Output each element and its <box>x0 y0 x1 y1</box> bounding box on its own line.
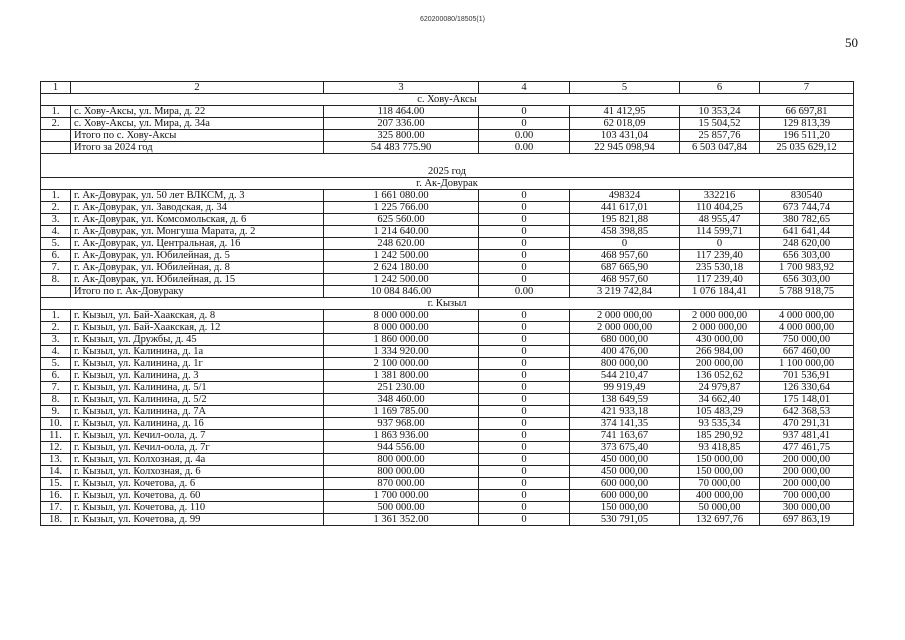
table-cell: г. Кызыл, ул. Кочетова, д. 6 <box>71 478 324 490</box>
table-cell: г. Ак-Довурак, ул. Юбилейная, д. 8 <box>71 262 324 274</box>
section-heading-row <box>41 178 854 190</box>
table-cell: 70 000,00 <box>680 478 760 490</box>
table-cell: 642 368,53 <box>760 406 854 418</box>
table-cell: 150 000,00 <box>680 454 760 466</box>
table-body <box>41 82 854 526</box>
table-cell: 2 000 000,00 <box>570 310 680 322</box>
table-row <box>41 274 854 286</box>
document-id: 620200080/18505(1) <box>419 16 485 23</box>
table-row <box>41 334 854 346</box>
table-cell: г. Кызыл, ул. Калинина, д. 16 <box>71 418 324 430</box>
table-cell: 0 <box>479 478 570 490</box>
table-cell: 248 620.00 <box>324 238 479 250</box>
table-cell: 1 242 500.00 <box>324 274 479 286</box>
table-cell: 450 000,00 <box>570 454 680 466</box>
table-cell: 600 000,00 <box>570 478 680 490</box>
table-cell: 800 000.00 <box>324 466 479 478</box>
table-row <box>41 382 854 394</box>
table-cell: 0 <box>479 502 570 514</box>
table-cell: 0 <box>479 274 570 286</box>
table-cell: 0 <box>479 382 570 394</box>
table-row <box>41 454 854 466</box>
table-cell: 0.00 <box>479 286 570 298</box>
table-cell: Итого за 2024 год <box>71 142 324 154</box>
table-cell: г. Ак-Довурак, ул. Комсомольская, д. 6 <box>71 214 324 226</box>
table-cell: 114 599,71 <box>680 226 760 238</box>
table-cell: 0 <box>479 322 570 334</box>
table-cell: 4. <box>41 226 71 238</box>
table-cell: 641 641,44 <box>760 226 854 238</box>
table-cell: 656 303,00 <box>760 274 854 286</box>
table-cell: 17. <box>41 502 71 514</box>
table-cell: 1. <box>41 190 71 202</box>
table-cell: 300 000,00 <box>760 502 854 514</box>
table-cell: 8. <box>41 274 71 286</box>
table-cell: 373 675,40 <box>570 442 680 454</box>
table-cell: 7. <box>41 262 71 274</box>
table-cell: 1 361 352.00 <box>324 514 479 526</box>
table-cell: 687 665,90 <box>570 262 680 274</box>
section-heading-row <box>41 94 854 106</box>
table-cell: 5. <box>41 238 71 250</box>
table-cell: 374 141,35 <box>570 418 680 430</box>
table-cell: 200 000,00 <box>680 358 760 370</box>
table-cell: 0 <box>479 202 570 214</box>
table-cell: 0 <box>479 418 570 430</box>
table-cell: 117 239,40 <box>680 250 760 262</box>
table-row <box>41 418 854 430</box>
table-cell: 0 <box>479 430 570 442</box>
table-row <box>41 142 854 154</box>
section-heading-row <box>41 298 854 310</box>
table-cell: 1 661 080.00 <box>324 190 479 202</box>
table-cell: 673 744,74 <box>760 202 854 214</box>
table-row <box>41 346 854 358</box>
table-row <box>41 406 854 418</box>
table-cell: 680 000,00 <box>570 334 680 346</box>
table-cell: 1 100 000,00 <box>760 358 854 370</box>
table-row <box>41 442 854 454</box>
table-cell: 667 460,00 <box>760 346 854 358</box>
table-cell: 1 225 766.00 <box>324 202 479 214</box>
table-cell: 0 <box>479 406 570 418</box>
table-cell: 118 464.00 <box>324 106 479 118</box>
table-row <box>41 286 854 298</box>
table-cell: 15. <box>41 478 71 490</box>
table-cell: 4 000 000,00 <box>760 310 854 322</box>
table-cell: г. Кызыл, ул. Кечил-оола, д. 7г <box>71 442 324 454</box>
table-cell: 0 <box>479 226 570 238</box>
table-cell: 2. <box>41 202 71 214</box>
table-cell: 697 863,19 <box>760 514 854 526</box>
table-cell: 1 860 000.00 <box>324 334 479 346</box>
table-cell: 870 000.00 <box>324 478 479 490</box>
table-cell: 7. <box>41 382 71 394</box>
table-cell: 1 214 640.00 <box>324 226 479 238</box>
column-header: 5 <box>570 82 680 94</box>
table-row <box>41 238 854 250</box>
table-cell: 3. <box>41 214 71 226</box>
table-cell: 1 700 000.00 <box>324 490 479 502</box>
table-cell: 129 813,39 <box>760 118 854 130</box>
table-row <box>41 322 854 334</box>
table-cell: г. Кызыл, ул. Калинина, д. 3 <box>71 370 324 382</box>
column-header-row <box>41 82 854 94</box>
table-cell: 701 536,91 <box>760 370 854 382</box>
table-cell: 22 945 098,94 <box>570 142 680 154</box>
table-cell: г. Кызыл, ул. Бай-Хаакская, д. 8 <box>71 310 324 322</box>
table-cell: 1. <box>41 106 71 118</box>
table-cell: 138 649,59 <box>570 394 680 406</box>
table-row <box>41 478 854 490</box>
table-cell: 110 404,25 <box>680 202 760 214</box>
table-cell: 10 084 846.00 <box>324 286 479 298</box>
table-cell: 8 000 000.00 <box>324 322 479 334</box>
table-cell: 0 <box>479 250 570 262</box>
table-cell: 3. <box>41 334 71 346</box>
funding-table <box>40 81 854 526</box>
table-cell: 105 483,29 <box>680 406 760 418</box>
table-cell: 4. <box>41 346 71 358</box>
table-cell: 944 556.00 <box>324 442 479 454</box>
table-row <box>41 430 854 442</box>
table-cell: 430 000,00 <box>680 334 760 346</box>
column-header: 7 <box>760 82 854 94</box>
table-row <box>41 118 854 130</box>
table-row <box>41 262 854 274</box>
table-row <box>41 202 854 214</box>
table-cell: г. Кызыл, ул. Калинина, д. 1а <box>71 346 324 358</box>
table-cell: 8 000 000.00 <box>324 310 479 322</box>
table-cell: г. Кызыл, ул. Калинина, д. 5/1 <box>71 382 324 394</box>
table-row <box>41 370 854 382</box>
table-cell: 6. <box>41 370 71 382</box>
table-cell: 150 000,00 <box>680 466 760 478</box>
table-cell: 41 412,95 <box>570 106 680 118</box>
table-cell: 1 334 920.00 <box>324 346 479 358</box>
table-cell: 400 476,00 <box>570 346 680 358</box>
table-cell: 6 503 047,84 <box>680 142 760 154</box>
table-cell: 470 291,31 <box>760 418 854 430</box>
table-cell: г. Кызыл, ул. Калинина, д. 7А <box>71 406 324 418</box>
table-cell: 0 <box>680 238 760 250</box>
table-cell: 0 <box>479 106 570 118</box>
column-header: 3 <box>324 82 479 94</box>
table-cell: г. Кызыл, ул. Колхозная, д. 4а <box>71 454 324 466</box>
table-row <box>41 310 854 322</box>
page-number: 50 <box>845 35 858 50</box>
table-cell: 380 782,65 <box>760 214 854 226</box>
table-cell: 0 <box>479 346 570 358</box>
table-row <box>41 214 854 226</box>
table-cell: 207 336.00 <box>324 118 479 130</box>
table-cell: 200 000,00 <box>760 466 854 478</box>
table-cell: 10 353,24 <box>680 106 760 118</box>
table-cell: 800 000.00 <box>324 454 479 466</box>
table-cell: 251 230.00 <box>324 382 479 394</box>
table-cell: 24 979,87 <box>680 382 760 394</box>
table-cell: 1 169 785.00 <box>324 406 479 418</box>
table-cell: г. Кызыл, ул. Кечил-оола, д. 7 <box>71 430 324 442</box>
table-row <box>41 490 854 502</box>
table-cell: 266 984,00 <box>680 346 760 358</box>
table-cell: 175 148,01 <box>760 394 854 406</box>
table-cell: 2 100 000.00 <box>324 358 479 370</box>
table-cell: 468 957,60 <box>570 274 680 286</box>
table-cell: г. Ак-Довурак, ул. Монгуша Марата, д. 2 <box>71 226 324 238</box>
table-cell: 800 000,00 <box>570 358 680 370</box>
table-cell: 8. <box>41 394 71 406</box>
table-cell: 348 460.00 <box>324 394 479 406</box>
table-cell: 62 018,09 <box>570 118 680 130</box>
table-cell <box>41 130 71 142</box>
table-cell: г. Ак-Довурак, ул. Центральная, д. 16 <box>71 238 324 250</box>
table-cell: 10. <box>41 418 71 430</box>
table-cell: 458 398,85 <box>570 226 680 238</box>
table-cell: 0 <box>479 370 570 382</box>
table-cell: 2 624 180.00 <box>324 262 479 274</box>
table-cell: 0 <box>479 490 570 502</box>
table-cell: 0 <box>479 466 570 478</box>
table-cell: 11. <box>41 430 71 442</box>
table-cell: 248 620,00 <box>760 238 854 250</box>
table-cell: 0 <box>479 442 570 454</box>
table-cell: 4 000 000,00 <box>760 322 854 334</box>
table-cell: 5. <box>41 358 71 370</box>
section-heading: г. Ак-Довурак <box>41 178 854 190</box>
table-row <box>41 358 854 370</box>
table-cell: 50 000,00 <box>680 502 760 514</box>
table-cell: 656 303,00 <box>760 250 854 262</box>
table-cell: г. Кызыл, ул. Кочетова, д. 110 <box>71 502 324 514</box>
table-cell: 332216 <box>680 190 760 202</box>
table-cell: 1 863 936.00 <box>324 430 479 442</box>
table-cell: 195 821,88 <box>570 214 680 226</box>
table-cell: 0 <box>479 214 570 226</box>
table-row <box>41 466 854 478</box>
table-cell: 2. <box>41 118 71 130</box>
table-cell: 498324 <box>570 190 680 202</box>
table-cell: 12. <box>41 442 71 454</box>
table-cell: 1 242 500.00 <box>324 250 479 262</box>
table-cell: 0 <box>479 358 570 370</box>
table-cell: г. Кызыл, ул. Кочетова, д. 60 <box>71 490 324 502</box>
table-cell: 15 504,52 <box>680 118 760 130</box>
table-cell: 136 052,62 <box>680 370 760 382</box>
table-row <box>41 250 854 262</box>
table-cell: 66 697,81 <box>760 106 854 118</box>
table-cell: 625 560.00 <box>324 214 479 226</box>
table-cell: 5 788 918,75 <box>760 286 854 298</box>
table-cell: 0 <box>479 514 570 526</box>
table-cell: Итого по с. Хову-Аксы <box>71 130 324 142</box>
table-cell: 2. <box>41 322 71 334</box>
table-cell: г. Кызыл, ул. Бай-Хаакская, д. 12 <box>71 322 324 334</box>
table-cell: 99 919,49 <box>570 382 680 394</box>
table-cell: 103 431,04 <box>570 130 680 142</box>
table-cell: 93 418,85 <box>680 442 760 454</box>
table-cell: 750 000,00 <box>760 334 854 346</box>
table-cell: 450 000,00 <box>570 466 680 478</box>
year-heading-row <box>41 154 854 178</box>
column-header: 2 <box>71 82 324 94</box>
table-cell: 421 933,18 <box>570 406 680 418</box>
table-cell: 150 000,00 <box>570 502 680 514</box>
table-cell: г. Ак-Довурак, ул. Заводская, д. 34 <box>71 202 324 214</box>
table-cell <box>41 142 71 154</box>
table-cell: г. Кызыл, ул. Кочетова, д. 99 <box>71 514 324 526</box>
table-cell: 54 483 775.90 <box>324 142 479 154</box>
table-cell: 126 330,64 <box>760 382 854 394</box>
table-cell: 0 <box>479 334 570 346</box>
table-row <box>41 226 854 238</box>
table-cell: 530 791,05 <box>570 514 680 526</box>
table-row <box>41 190 854 202</box>
table-cell: 468 957,60 <box>570 250 680 262</box>
table-cell: г. Кызыл, ул. Калинина, д. 5/2 <box>71 394 324 406</box>
table-cell: 0 <box>479 454 570 466</box>
table-cell: Итого по г. Ак-Довураку <box>71 286 324 298</box>
table-cell: 544 210,47 <box>570 370 680 382</box>
table-cell <box>41 286 71 298</box>
table-cell: 937 481,41 <box>760 430 854 442</box>
column-header: 6 <box>680 82 760 94</box>
table-cell: 0.00 <box>479 130 570 142</box>
table-cell: 200 000,00 <box>760 478 854 490</box>
table-row <box>41 514 854 526</box>
table-cell: 34 662,40 <box>680 394 760 406</box>
table-cell: 700 000,00 <box>760 490 854 502</box>
table-cell: г. Кызыл, ул. Калинина, д. 1г <box>71 358 324 370</box>
table-cell: 6. <box>41 250 71 262</box>
table-cell: 48 955,47 <box>680 214 760 226</box>
table-row <box>41 106 854 118</box>
table-cell: 185 290,92 <box>680 430 760 442</box>
year-heading: 2025 год <box>41 154 854 178</box>
table-cell: 600 000,00 <box>570 490 680 502</box>
table-cell: г. Ак-Довурак, ул. Юбилейная, д. 15 <box>71 274 324 286</box>
table-cell: 13. <box>41 454 71 466</box>
table-cell: с. Хову-Аксы, ул. Мира, д. 34а <box>71 118 324 130</box>
table-cell: 441 617,01 <box>570 202 680 214</box>
table-cell: 0 <box>479 118 570 130</box>
table-cell: 93 535,34 <box>680 418 760 430</box>
table-cell: 325 800.00 <box>324 130 479 142</box>
table-cell: г. Ак-Довурак, ул. 50 лет ВЛКСМ, д. 3 <box>71 190 324 202</box>
table-cell: 0 <box>479 394 570 406</box>
table-cell: 196 511,20 <box>760 130 854 142</box>
section-heading: с. Хову-Аксы <box>41 94 854 106</box>
table-cell: 477 461,75 <box>760 442 854 454</box>
table-cell: 9. <box>41 406 71 418</box>
table-cell: 2 000 000,00 <box>680 310 760 322</box>
table-cell: 16. <box>41 490 71 502</box>
table-cell: с. Хову-Аксы, ул. Мира, д. 22 <box>71 106 324 118</box>
column-header: 1 <box>41 82 71 94</box>
table-cell: 14. <box>41 466 71 478</box>
table-cell: г. Кызыл, ул. Дружбы, д. 45 <box>71 334 324 346</box>
table-cell: 0 <box>479 190 570 202</box>
table-cell: 25 035 629,12 <box>760 142 854 154</box>
table-cell: 830540 <box>760 190 854 202</box>
table-cell: 132 697,76 <box>680 514 760 526</box>
table-cell: г. Кызыл, ул. Колхозная, д. 6 <box>71 466 324 478</box>
table-cell: 117 239,40 <box>680 274 760 286</box>
table-cell: 0 <box>479 310 570 322</box>
table-cell: 200 000,00 <box>760 454 854 466</box>
table-cell: 18. <box>41 514 71 526</box>
column-header: 4 <box>479 82 570 94</box>
table-row <box>41 502 854 514</box>
table-cell: 741 163,67 <box>570 430 680 442</box>
table-cell: 25 857,76 <box>680 130 760 142</box>
table-cell: 937 968.00 <box>324 418 479 430</box>
table-cell: 1 381 800.00 <box>324 370 479 382</box>
table-cell: 2 000 000,00 <box>570 322 680 334</box>
table-cell: 235 530,18 <box>680 262 760 274</box>
table-cell: 0 <box>570 238 680 250</box>
table-cell: 1 700 983,92 <box>760 262 854 274</box>
table-cell: 400 000,00 <box>680 490 760 502</box>
table-row <box>41 394 854 406</box>
table-cell: г. Ак-Довурак, ул. Юбилейная, д. 5 <box>71 250 324 262</box>
table-cell: 0 <box>479 262 570 274</box>
section-heading: г. Кызыл <box>41 298 854 310</box>
table-row <box>41 130 854 142</box>
table-cell: 2 000 000,00 <box>680 322 760 334</box>
table-cell: 3 219 742,84 <box>570 286 680 298</box>
table-cell: 1 076 184,41 <box>680 286 760 298</box>
table-cell: 0.00 <box>479 142 570 154</box>
table-cell: 500 000.00 <box>324 502 479 514</box>
table-cell: 1. <box>41 310 71 322</box>
table-cell: 0 <box>479 238 570 250</box>
